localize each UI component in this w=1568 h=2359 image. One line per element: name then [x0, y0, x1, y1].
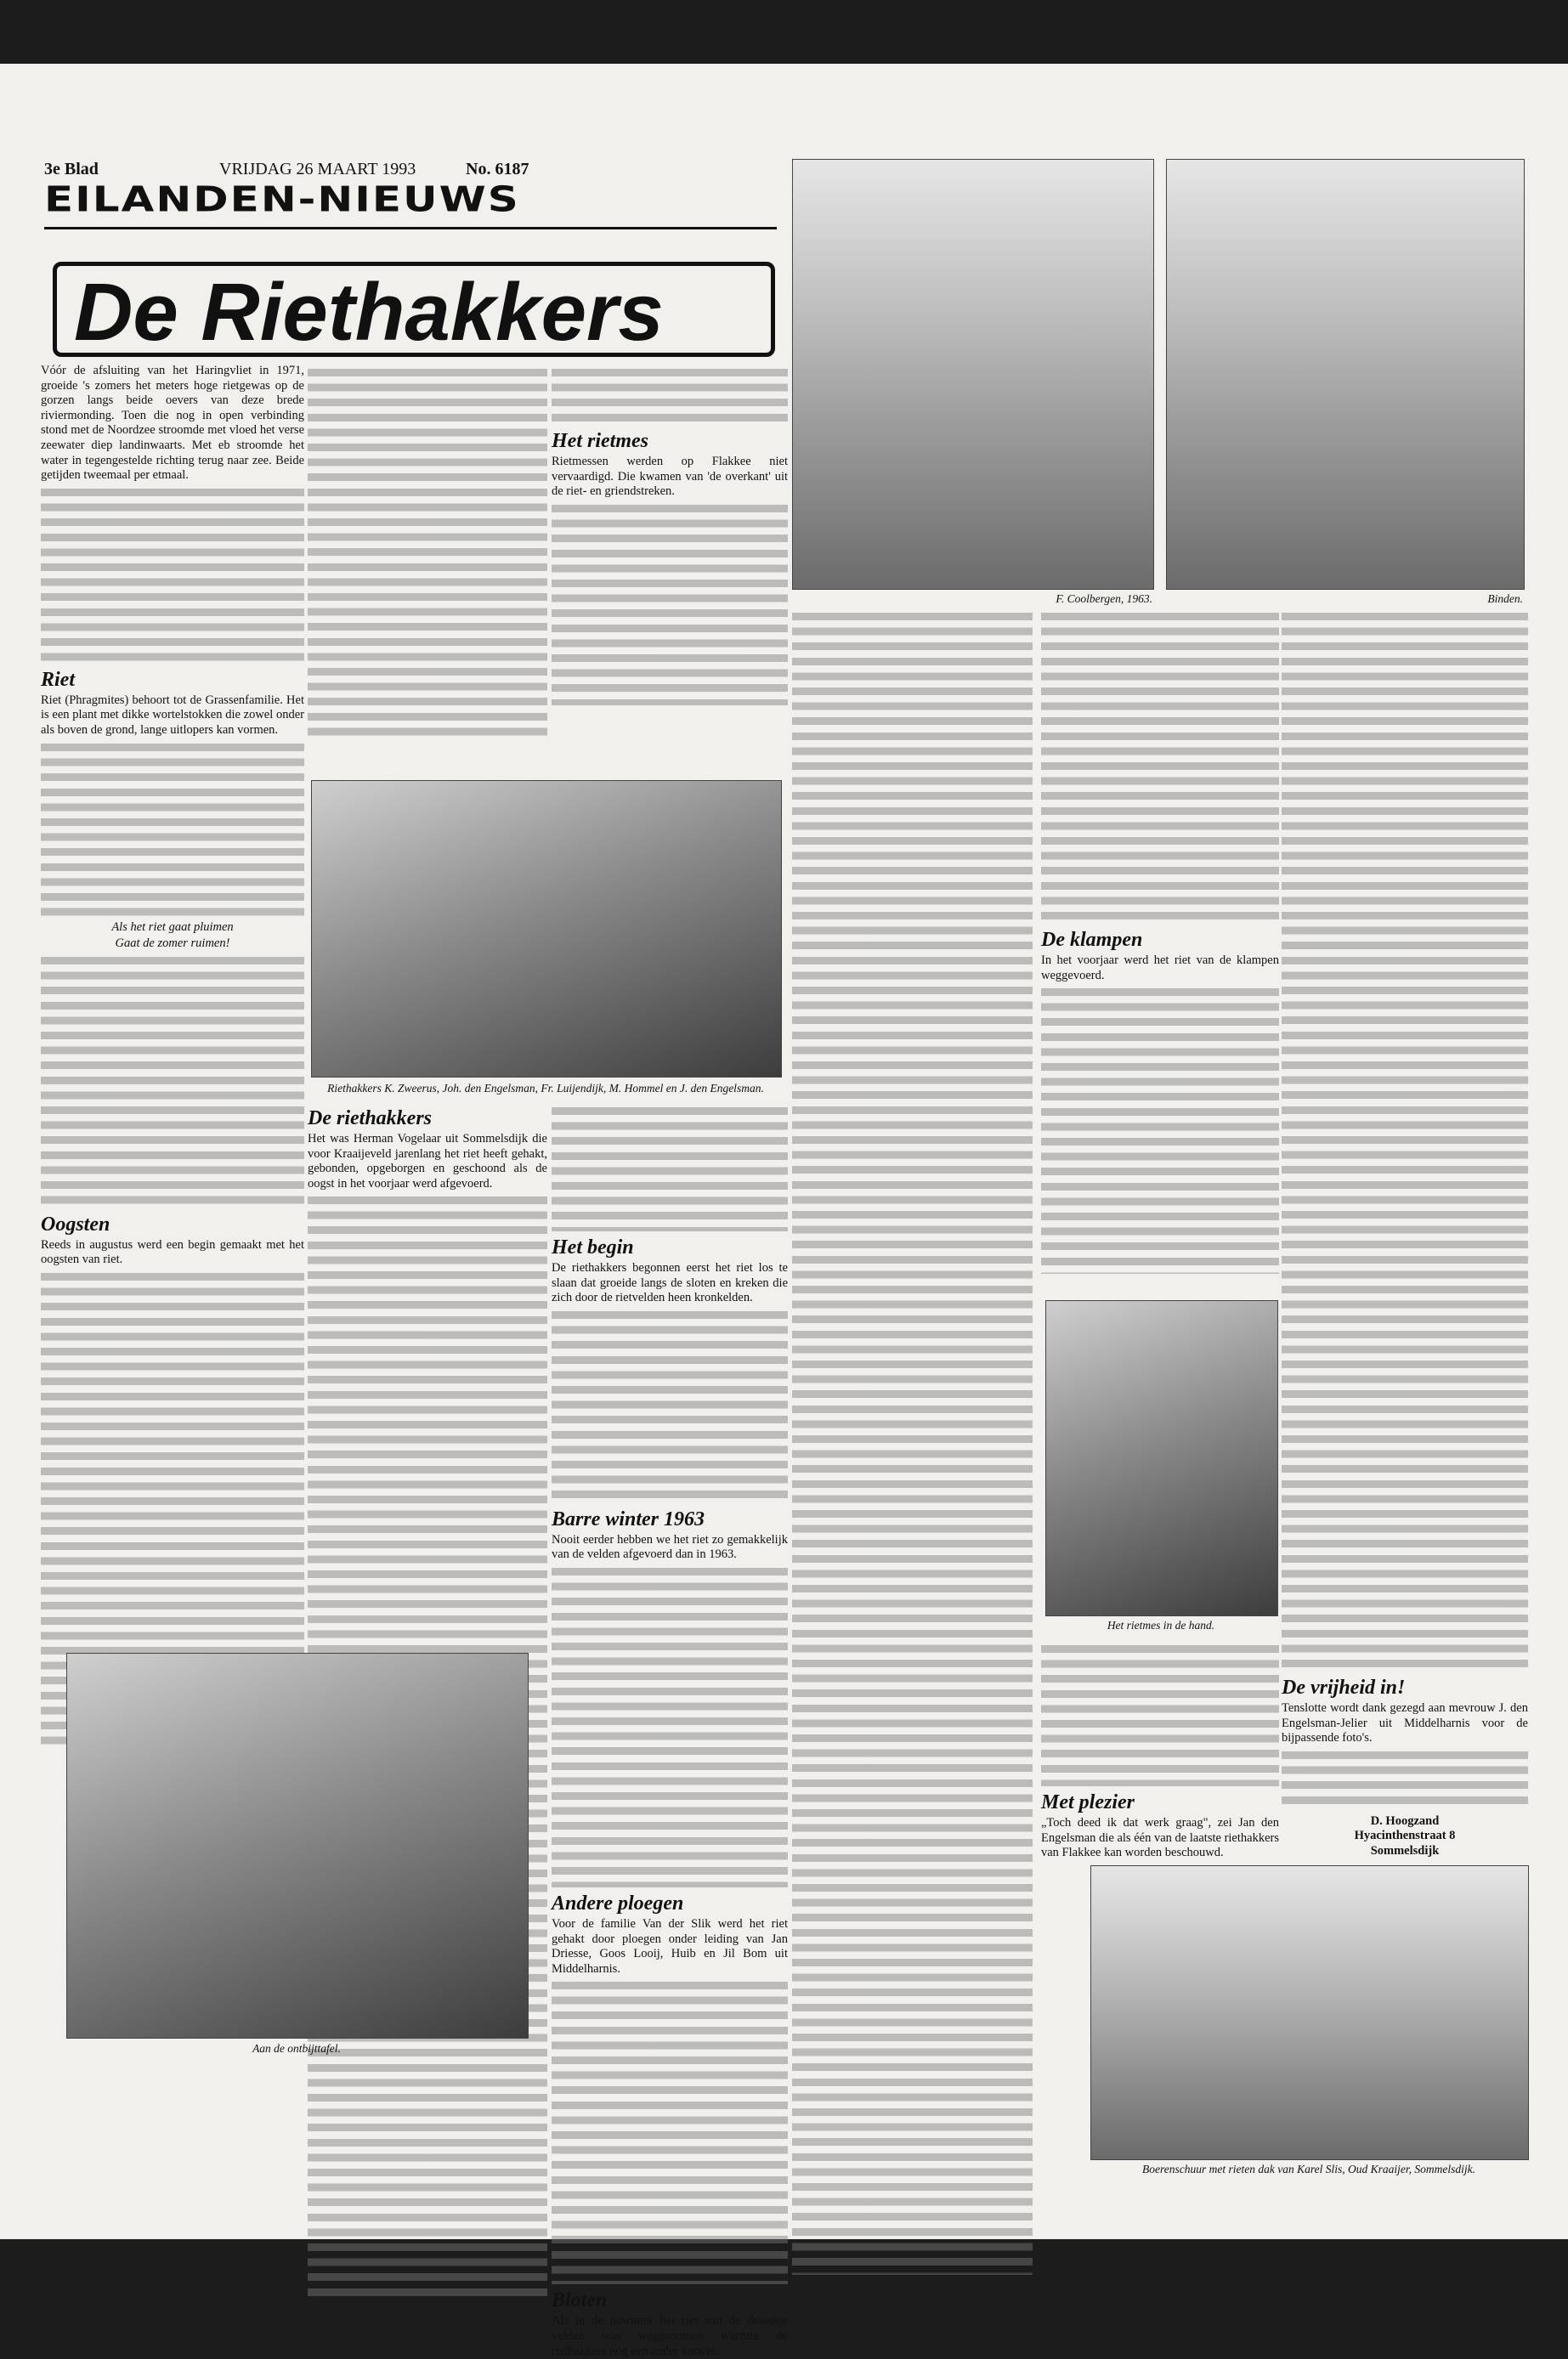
- text-filler: [1041, 985, 1279, 1274]
- issue-date: VRIJDAG 26 MAART 1993: [219, 160, 416, 178]
- text-filler: [792, 609, 1033, 2275]
- poem-line-1: Als het riet gaat pluimen: [111, 919, 234, 934]
- column-2-top: [308, 364, 547, 763]
- intro-paragraph: Vóór de afsluiting van het Haringvliet in 1971, groeide 's zomers het meters hoge rietgewas op de gorzen langs beide oevers van deze brede riviermonding. Toen die nog in open verbinding stond met de Noordzee stroomde met vloed het verse zeewater diep landinwaarts. Met eb stroomde het water in tegengestelde richting terug naar zee. Beide getijden tweemaal per etmaal.: [41, 364, 304, 483]
- heading-bloten: Bloten: [552, 2289, 608, 2312]
- caption-ontbijttafel: Aan de ontbijttafel.: [252, 2042, 341, 2055]
- text-filler: [552, 501, 788, 705]
- heading-rietmes: Het rietmes: [552, 430, 648, 452]
- bloten-paragraph: Als in de nawinter het riet van de drassige velden was weggenomen wachtte de riethakkers nog een ander karwei.: [552, 2314, 788, 2358]
- text-filler: [552, 1104, 788, 1231]
- begin-paragraph: De riethakkers begonnen eerst het riet los te slaan dat groeide langs de sloten en kreken die zich door de rietvelden heen kronkelden.: [552, 1261, 788, 1305]
- rietmes-paragraph: Rietmessen werden op Flakkee niet vervaardigd. Die kwamen van 'de overkant' uit de riet- en griendstreken.: [552, 455, 788, 499]
- author-city: Sommelsdijk: [1370, 1843, 1440, 1858]
- column-5-top: [1041, 608, 1279, 1287]
- text-filler: [552, 365, 788, 425]
- column-3-lower: [552, 1102, 788, 2358]
- photo-rietmes-hand: [1045, 1300, 1278, 1616]
- photo-boerenschuur: [1090, 1865, 1529, 2160]
- heading-vrijheid: De vrijheid in!: [1282, 1677, 1406, 1699]
- caption-rietmes-hand: Het rietmes in de hand.: [1107, 1619, 1215, 1632]
- column-3-top: [552, 364, 788, 763]
- text-filler: [41, 953, 304, 1208]
- issue-number: No. 6187: [466, 160, 529, 178]
- vrijheid-paragraph: Tenslotte wordt dank gezegd aan mevrouw J. den Engelsman-Jelier uit Middelharnis voor de bijpassende foto's.: [1282, 1701, 1528, 1745]
- photo-riethakkers-group: [311, 780, 782, 1078]
- masthead-rule: [44, 227, 777, 229]
- text-filler: [552, 1978, 788, 2284]
- photo-tractor: [792, 159, 1154, 590]
- plezier-paragraph: „Toch deed ik dat werk graag", zei Jan den Engelsman die als één van de laatste riethakkers van Flakkee kan worden beschouwd.: [1041, 1816, 1279, 1860]
- text-filler: [552, 1564, 788, 1887]
- heading-met-plezier: Met plezier: [1041, 1791, 1135, 1813]
- caption-riethakkers-group: Riethakkers K. Zweerus, Joh. den Engelsman, Fr. Luijendijk, M. Hommel en J. den Engelsman.: [327, 1082, 764, 1095]
- article-title: De Riethakkers: [53, 262, 775, 357]
- text-filler: [1041, 1642, 1279, 1786]
- masthead: EILANDEN-NIEUWS: [44, 179, 520, 220]
- heading-begin: Het begin: [552, 1236, 634, 1259]
- heading-barre-winter: Barre winter 1963: [552, 1508, 705, 1530]
- caption-tractor: F. Coolbergen, 1963.: [1056, 592, 1152, 605]
- barre-paragraph: Nooit eerder hebben we het riet zo gemakkelijk van de velden afgevoerd dan in 1963.: [552, 1532, 788, 1562]
- caption-boerenschuur: Boerenschuur met rieten dak van Karel Slis, Oud Kraaijer, Sommelsdijk.: [1142, 2163, 1475, 2175]
- photo-ontbijttafel: [66, 1653, 529, 2039]
- heading-riethakkers: De riethakkers: [308, 1107, 432, 1129]
- text-filler: [1282, 609, 1528, 1672]
- riethakkers-paragraph: Het was Herman Vogelaar uit Sommelsdijk die voor Kraaijeveld jarenlang het riet heeft gehakt, gebonden, opgeborgen en geschoond als de oogst in het voorjaar werd afgevoerd.: [308, 1132, 547, 1191]
- column-1: [41, 364, 304, 1613]
- section-label: 3e Blad: [44, 160, 99, 178]
- heading-andere-ploegen: Andere ploegen: [552, 1892, 684, 1915]
- text-filler: [41, 740, 304, 919]
- heading-riet: Riet: [41, 668, 75, 691]
- caption-binden: Binden.: [1487, 592, 1523, 605]
- poem-line-2: Gaat de zomer ruimen!: [115, 936, 230, 951]
- text-filler: [1282, 1748, 1528, 1807]
- photo-binden: [1166, 159, 1525, 590]
- riet-paragraph: Riet (Phragmites) behoort tot de Grassenfamilie. Het is een plant met dikke wortelstokken die zowel onder als boven de grond, lange uitlopers kan vormen.: [41, 693, 304, 737]
- oogsten-paragraph: Reeds in augustus werd een begin gemaakt met het oogsten van riet.: [41, 1237, 304, 1267]
- column-4: [792, 608, 1033, 2299]
- heading-oogsten: Oogsten: [41, 1213, 110, 1236]
- text-filler: [552, 1308, 788, 1503]
- column-5-lower: [1041, 1640, 1279, 1899]
- author-name: D. Hoogzand: [1370, 1813, 1440, 1828]
- text-filler: [1041, 609, 1279, 924]
- ploegen-paragraph: Voor de familie Van der Slik werd het riet gehakt door ploegen onder leiding van Jan Driesse, Goos Looij, Huib en Jil Bom uit Middelharnis.: [552, 1916, 788, 1976]
- heading-klampen: De klampen: [1041, 929, 1143, 951]
- newspaper-page: [0, 64, 1568, 2358]
- text-filler: [308, 365, 547, 739]
- klampen-paragraph: In het voorjaar werd het riet van de klampen weggevoerd.: [1041, 953, 1279, 982]
- text-filler: [41, 485, 304, 664]
- author-address: Hyacinthenstraat 8: [1354, 1829, 1456, 1843]
- column-6: [1282, 608, 1528, 1908]
